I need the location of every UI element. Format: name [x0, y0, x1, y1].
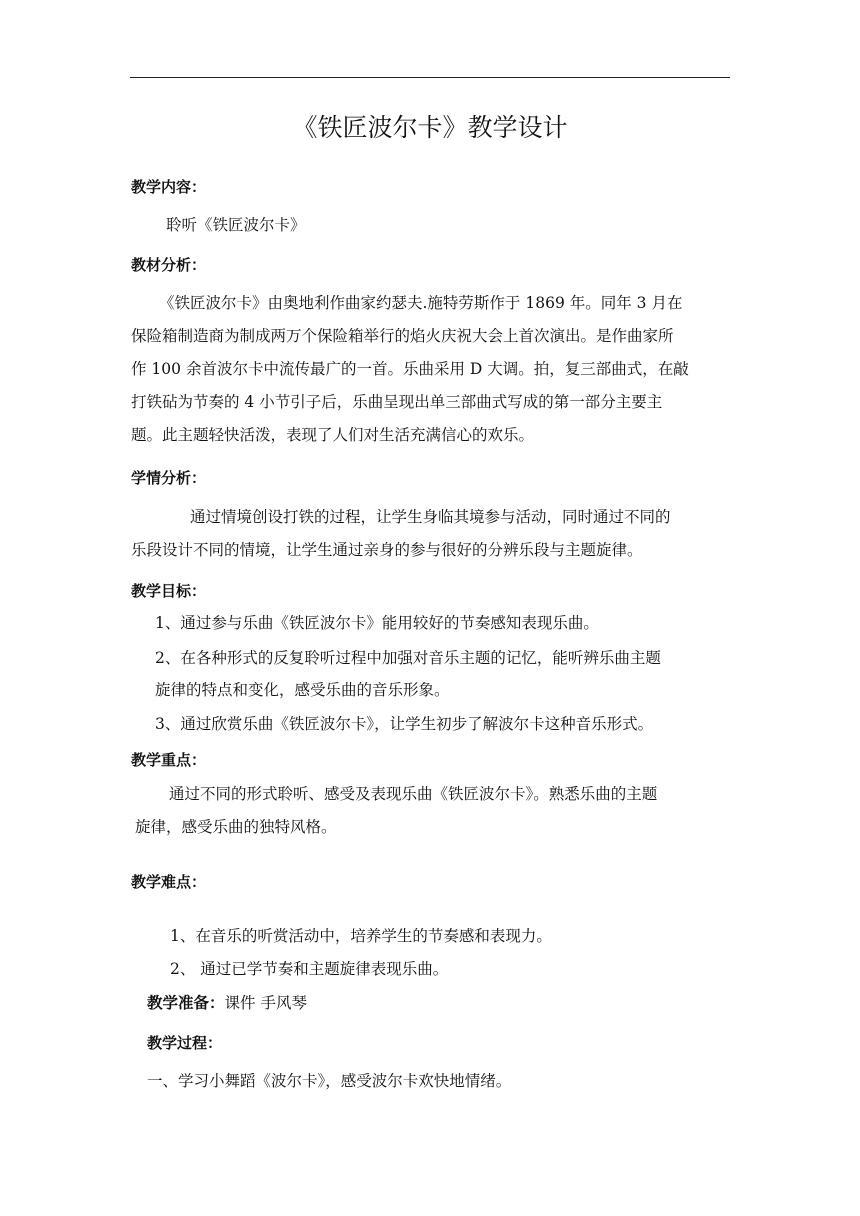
- document-title: 《铁匠波尔卡》教学设计: [292, 113, 568, 142]
- section-heading-goals: 教学目标：: [131, 582, 207, 600]
- content-text: 聆听《铁匠波尔卡》: [166, 216, 306, 234]
- analysis-line: 题。此主题轻快活泼，表现了人们对生活充满信心的欢乐。: [131, 426, 535, 444]
- analysis-line: 保险箱制造商为制成两万个保险箱举行的焰火庆祝大会上首次演出。是作曲家所: [131, 327, 674, 345]
- process-step-1: 一、学习小舞蹈《波尔卡》，感受波尔卡欢快地情绪。: [147, 1072, 512, 1090]
- analysis-line: 作 100 余首波尔卡中流传最广的一首。乐曲采用 D 大调。拍，复三部曲式，在敲: [131, 360, 689, 378]
- header-rule: [130, 77, 730, 78]
- goal-item-2: 2、在各种形式的反复聆听过程中加强对音乐主题的记忆，能听辨乐曲主题: [155, 649, 661, 667]
- section-heading-process: 教学过程：: [147, 1034, 223, 1052]
- analysis-line: 《铁匠波尔卡》由奥地利作曲家约瑟夫.施特劳斯作于 1869 年。同年 3 月在: [159, 294, 683, 312]
- key-points-line: 旋律，感受乐曲的独特风格。: [135, 818, 337, 836]
- goal-item-1: 1、通过参与乐曲《铁匠波尔卡》能用较好的节奏感知表现乐曲。: [155, 614, 599, 632]
- students-line: 乐段设计不同的情境，让学生通过亲身的参与很好的分辨乐段与主题旋律。: [131, 541, 643, 559]
- students-line: 通过情境创设打铁的过程，让学生身临其境参与活动，同时通过不同的: [190, 508, 671, 526]
- section-heading-students: 学情分析：: [131, 469, 207, 487]
- section-heading-key-points: 教学重点：: [131, 751, 207, 769]
- key-points-line: 通过不同的形式聆听、感受及表现乐曲《铁匠波尔卡》。熟悉乐曲的主题: [169, 785, 658, 803]
- goal-item-3: 3、通过欣赏乐曲《铁匠波尔卡》，让学生初步了解波尔卡这种音乐形式。: [155, 715, 654, 733]
- section-heading-content: 教学内容：: [131, 178, 207, 196]
- difficulty-item-2: 2、 通过已学节奏和主题旋律表现乐曲。: [170, 960, 449, 978]
- preparation-row: [147, 987, 307, 1019]
- section-heading-analysis: 教材分析：: [131, 256, 207, 274]
- difficulty-item-1: 1、在音乐的听赏活动中，培养学生的节奏感和表现力。: [170, 927, 552, 945]
- goal-item-2-continued: 旋律的特点和变化，感受乐曲的音乐形象。: [155, 681, 450, 699]
- preparation-text: 课件 手风琴: [224, 994, 307, 1012]
- analysis-line: 打铁砧为节奏的 4 小节引子后，乐曲呈现出单三部曲式写成的第一部分主要主: [131, 393, 663, 411]
- section-heading-difficulties: 教学难点：: [131, 873, 207, 891]
- section-heading-preparation: 教学准备：: [147, 994, 225, 1012]
